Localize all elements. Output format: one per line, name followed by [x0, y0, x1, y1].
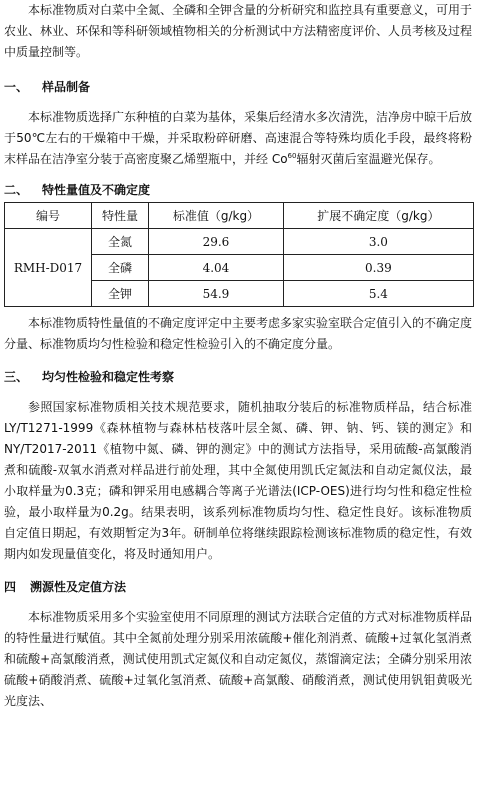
standard-value-cell: 54.9 [149, 281, 284, 307]
standard-value-cell: 29.6 [149, 229, 284, 255]
uncertainty-cell: 5.4 [283, 281, 473, 307]
uncertainty-cell: 3.0 [283, 229, 473, 255]
section-4-paragraph: 本标准物质采用多个实验室使用不同原理的测试方法联合定值的方式对标准物质样品的特性量进行赋值。其中全氮前处理分别采用浓硫酸+催化剂消煮、硫酸+过氧化氢消煮和硫酸+高氯酸消煮，测试使用凯式定氮仪和自动定氮仪，蒸馏滴定法；全磷分别采用浓硫酸+硝酸消煮、硫酸+过氧化氢消煮、硫酸+高氯酸、硝酸消煮，测试使用钒钼黄吸光光度法、 [4, 610, 473, 708]
header-standard-value: 标准值（g/kg） [149, 203, 284, 229]
section-2-paragraph: 本标准物质特性量值的不确定度评定中主要考虑多家实验室联合定值引入的不确定度分量、标准物质均匀性检验和稳定性检验引入的不确定度分量。 [4, 316, 473, 351]
section-3-number: 三、 [4, 370, 29, 384]
section-1-text-a: 本标准物质选择广东种植的白菜为基体，采集后经清水多次清洗，洁净房中晾干后放于50℃左右的干燥箱中干燥，并采取粉碎研磨、高速混合等特殊均质化手段，最终将粉末样品在洁净室分装于高密度聚乙烯塑瓶中，并经 Co [4, 110, 473, 166]
section-1-number: 一、 [4, 80, 29, 94]
header-code: 编号 [5, 203, 92, 229]
section-2-number: 二、 [4, 183, 29, 197]
cobalt-isotope-superscript: 60 [287, 152, 297, 160]
table-row [5, 229, 474, 255]
section-3-paragraph: 参照国家标准物质相关技术规范要求，随机抽取分装后的标准物质样品，结合标准LY/T1271-1999《森林植物与森林枯枝落叶层全氮、磷、钾、钠、钙、镁的测定》和NY/T2017-2011《植物中氮、磷、钾的测定》中的测试方法指导，采用硫酸-高氯酸消煮和硫酸-双氧水消煮对样品进行前处理，其中全氮使用凯氏定氮法和自动定氮仪法，最小取样量为0.3克；磷和钾采用电感耦合等离子光谱法(ICP-OES)进行均匀性和稳定性检验，最小取样量为0.2g。结果表明，该系列标准物质均匀性、稳定性良好。该标准物质自定值日期起，有效期暂定为3年。研制单位将继续跟踪检测该标准物质的稳定性，有效期内如发现量值变化，将及时通知用户。 [4, 400, 472, 561]
section-3-heading [4, 367, 472, 387]
section-1-paragraph [4, 107, 472, 170]
property-name-cell: 全磷 [92, 255, 149, 281]
property-name-cell: 全钾 [92, 281, 149, 307]
section-3-title: 均匀性检验和稳定性考察 [42, 370, 175, 384]
header-property: 特性量 [92, 203, 149, 229]
section-1-text-b: 辐射灭菌后室温避光保存。 [296, 152, 441, 166]
certified-values-table [4, 202, 474, 307]
section-1-heading [4, 77, 472, 97]
section-2-heading [4, 180, 472, 200]
header-uncertainty: 扩展不确定度（g/kg） [283, 203, 473, 229]
material-code-cell: RMH-D017 [5, 229, 92, 307]
table-header-row [5, 203, 474, 229]
section-1-title: 样品制备 [42, 80, 91, 94]
section-4-number: 四 [4, 580, 17, 594]
standard-value-cell: 4.04 [149, 255, 284, 281]
intro-paragraph: 本标准物质对白菜中全氮、全磷和全钾含量的分析研究和监控具有重要意义，可用于农业、林业、环保和等科研领域植物相关的分析测试中方法精密度评价、人员考核及过程中质量控制等。 [4, 3, 473, 59]
section-4-heading [4, 577, 472, 597]
property-name-cell: 全氮 [92, 229, 149, 255]
section-4-title: 溯源性及定值方法 [30, 580, 127, 594]
uncertainty-cell: 0.39 [283, 255, 473, 281]
section-2-title: 特性量值及不确定度 [42, 183, 151, 197]
